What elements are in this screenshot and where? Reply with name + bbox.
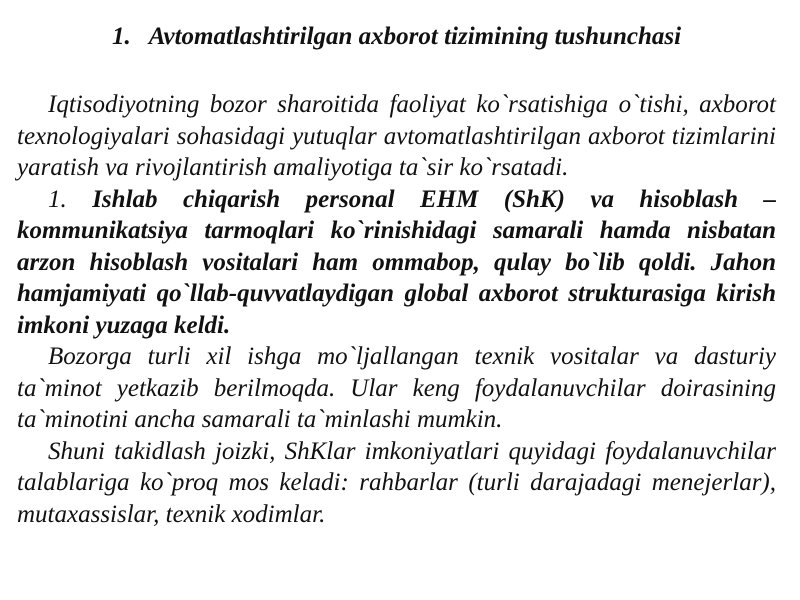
section-title: Avtomatlashtirilgan axborot tizimining tushunchasi — [148, 23, 682, 50]
section-number: 1. — [111, 23, 131, 50]
paragraph-2-number: 1. — [48, 185, 93, 213]
section-heading — [17, 18, 776, 56]
document-page — [17, 18, 776, 530]
paragraph-4: Shuni takidlash joizki, ShKlar imkoniyatlari quyidagi foydalanuvchilar talablariga ko`proq mos keladi: rahbarlar (turli darajadagi menejerlar), mutaxassislar, texnik xodimlar. — [17, 437, 776, 528]
paragraph-1: Iqtisodiyotning bozor sharoitida faoliyat ko`rsatishiga o`tishi, axborot texnologiyalari sohasidagi yutuqlar avtomatlashtirilgan axborot tizimlarini yaratish va rivojlantirish amaliyotiga ta`sir ko`rsatadi. — [17, 91, 776, 181]
paragraph-2 — [17, 184, 776, 342]
paragraph-3: Bozorga turli xil ishga mo`ljallangan texnik vositalar va dasturiy ta`minot yetkazib berilmoqda. Ular keng foydalanuvchilar doirasining ta`minotini ancha samarali ta`minlashi mumkin. — [17, 343, 776, 433]
heading-spacer — [17, 56, 776, 89]
paragraph-2-bold-text: Ishlab chiqarish personal EHM (ShK) va hisoblash – kommunikatsiya tarmoqlari ko`rinishidagi samarali hamda nisbatan arzon hisoblash vositalari ham ommabop, qulay bo`lib qoldi. Jahon hamjamiyati qo`llab-quvvatlaydigan global axborot strukturasiga kirish imkoni yuzaga keldi. — [17, 185, 777, 339]
